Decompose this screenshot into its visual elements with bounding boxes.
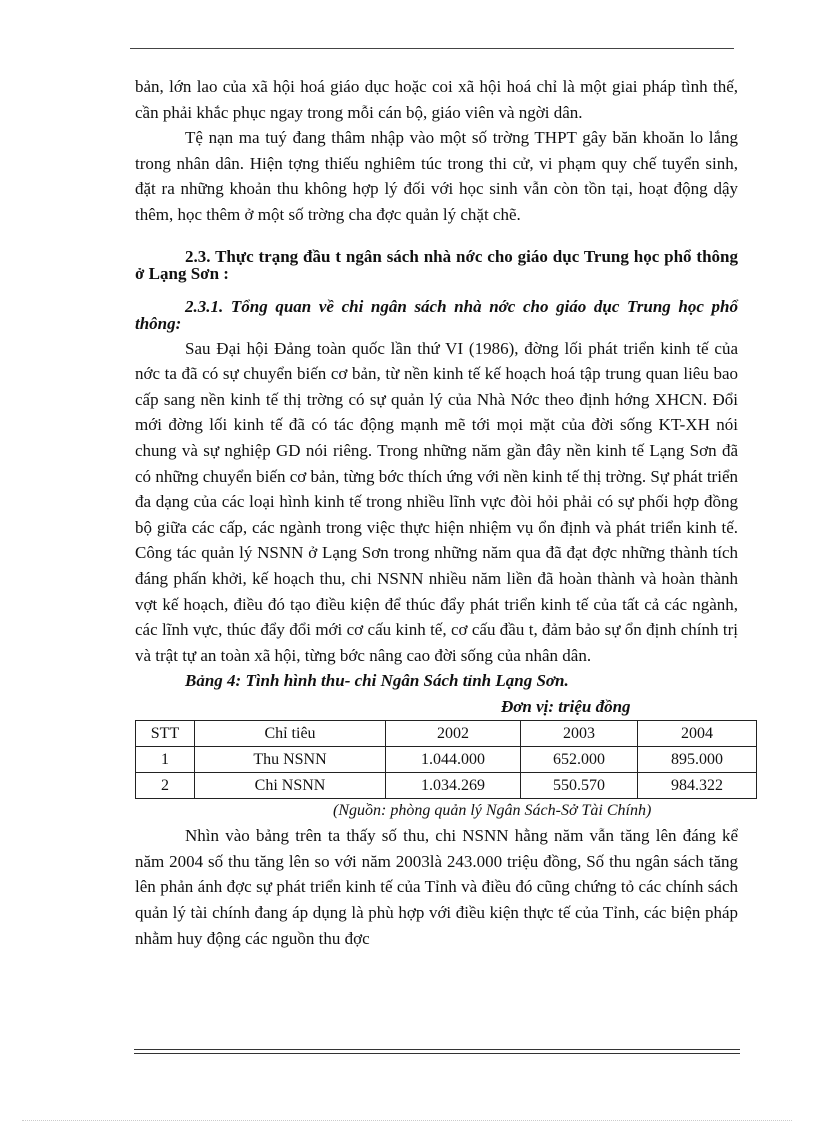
table-cell: 1.034.269 (386, 773, 521, 799)
footer-rule-double (134, 1053, 740, 1054)
table-cell: 895.000 (638, 747, 757, 773)
header-indicator: Chỉ tiêu (195, 721, 386, 747)
table-cell: Thu NSNN (195, 747, 386, 773)
table-cell: 550.570 (521, 773, 638, 799)
header-2003: 2003 (521, 721, 638, 747)
paragraph-1: bản, lớn lao của xã hội hoá giáo dục hoặc coi xã hội hoá chỉ là một giai pháp tình thế, cần phải khắc phục ngay trong mỗi cán bộ, giáo viên và ngời dân. (135, 77, 738, 122)
table-cell: 984.322 (638, 773, 757, 799)
table-cell: 1.044.000 (386, 747, 521, 773)
header-stt: STT (136, 721, 195, 747)
page-edge-dots (22, 1120, 792, 1121)
table-header-row (136, 721, 757, 747)
table-row (136, 773, 757, 799)
table-cell: 2 (136, 773, 195, 799)
table-caption: Bảng 4: Tình hình thu- chi Ngân Sách tỉnh Lạng Sơn. (185, 671, 569, 691)
header-2002: 2002 (386, 721, 521, 747)
paragraph-3: Sau Đại hội Đảng toàn quốc lần thứ VI (1986), đờng lối phát triển kinh tế của nớc ta đã có sự chuyển biến cơ bản, từ nền kinh tế kế hoạch hoá tập trung quan liêu bao cấp sang nền kinh tế thị trờng có sự quản lý của Nhà Nớc theo định hớng XHCN. Đổi mới đờng lối kinh tế đã có tác động mạnh mẽ tới mọi mặt của đời sống KT-XH nói chung và sự nghiệp GD nói riêng. Trong những năm gần đây nền kinh tế Lạng Sơn đã có những chuyển biến cơ bản, từng bớc thích ứng với nền kinh tế thị trờng. Sự phát triển đa dạng của các loại hình kinh tế trong nhiều lĩnh vực đòi hỏi phải có sự phối hợp đồng bộ giữa các cấp, các ngành trong việc thực hiện nhiệm vụ ổn định và phát triển kinh tế. Công tác quản lý NSNN ở Lạng Sơn trong những năm qua đã đạt đợc những thành tích đáng phấn khởi, kế hoạch thu, chi NSNN nhiều năm liền đã hoàn thành và hoàn thành vợt kế hoạch, điều đó tạo điều kiện để thúc đẩy phát triển kinh tế của tất cả các ngành, các lĩnh vực, thúc đẩy đổi mới cơ cấu kinh tế, cơ cấu đầu t, đảm bảo sự ổn định chính trị và trật tự an toàn xã hội, từng bớc nâng cao đời sống của nhân dân. (135, 338, 738, 665)
table-cell: 652.000 (521, 747, 638, 773)
footer-rule (134, 1049, 740, 1050)
paragraph-2: Tệ nạn ma tuý đang thâm nhập vào một số trờng THPT gây băn khoăn lo lắng trong nhân dân. Hiện tợng thiếu nghiêm túc trong thi cử, vi phạm quy chế tuyển sinh, đặt ra những khoản thu không hợp lý đối với học sinh vẫn còn tồn tại, hoạt động dậy thêm, học thêm ở một số trờng cha đợc quản lý chặt chẽ. (135, 128, 738, 224)
table-source: (Nguồn: phòng quản lý Ngân Sách-Sở Tài Chính) (333, 802, 652, 820)
table-row (136, 747, 757, 773)
table-cell: Chi NSNN (195, 773, 386, 799)
paragraph-4: Nhìn vào bảng trên ta thấy số thu, chi NSNN hằng năm vẫn tăng lên đáng kể năm 2004 số thu tăng lên so với năm 2003là 243.000 triệu đồng, Số thu ngân sách tăng lên phản ánh đợc sự phát triển kinh tế của Tỉnh và điều đó cũng chứng tỏ các chính sách quản lý tài chính đang áp dụng là phù hợp với điều kiện thực tế của Tỉnh, các biện pháp nhằm huy động các nguồn thu đợc (135, 826, 738, 948)
document-body (135, 74, 738, 951)
table-cell: 1 (136, 747, 195, 773)
header-rule (130, 48, 734, 49)
table-unit: Đơn vị: triệu đồng (501, 697, 631, 717)
section-heading: 2.3. Thực trạng đầu t ngân sách nhà nớc cho giáo dục Trung học phổ thông ở Lạng Sơn : (135, 246, 738, 283)
subsection-heading: 2.3.1. Tổng quan về chi ngân sách nhà nớc cho giáo dục Trung học phổ thông: (135, 296, 738, 333)
budget-table (135, 720, 757, 799)
header-2004: 2004 (638, 721, 757, 747)
